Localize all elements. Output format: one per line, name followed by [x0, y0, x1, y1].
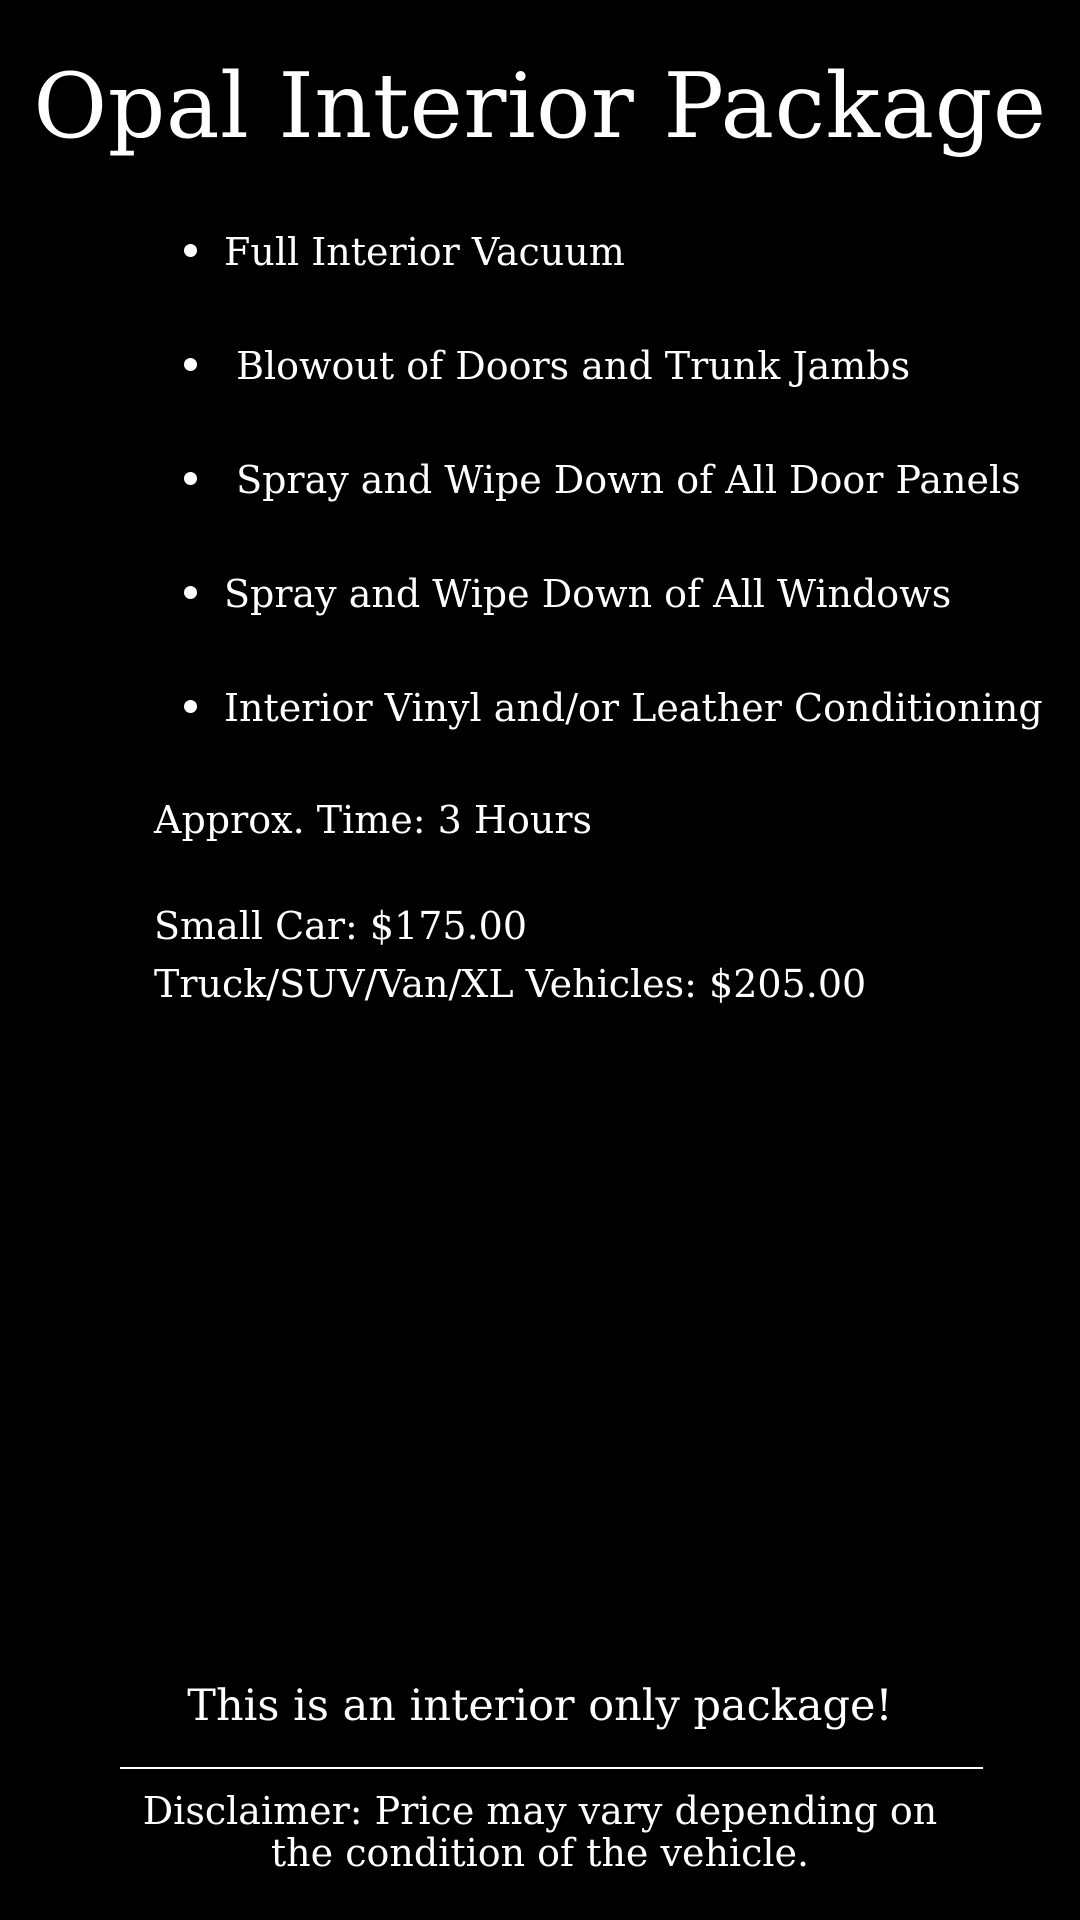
- approx-time: Approx. Time: 3 Hours: [154, 798, 593, 842]
- divider: [120, 1767, 983, 1769]
- large-vehicle-price: Truck/SUV/Van/XL Vehicles: $205.00: [154, 962, 867, 1006]
- small-car-price: Small Car: $175.00: [154, 904, 528, 948]
- bullet-icon: [184, 244, 197, 257]
- feature-text: Interior Vinyl and/or Leather Conditioning: [224, 686, 1043, 730]
- feature-text: Spray and Wipe Down of All Windows: [224, 572, 952, 616]
- bullet-icon: [184, 700, 197, 713]
- interior-only-note: This is an interior only package!: [187, 1681, 893, 1731]
- bullet-icon: [184, 586, 197, 599]
- feature-text: Full Interior Vacuum: [224, 230, 625, 274]
- feature-text: Blowout of Doors and Trunk Jambs: [224, 344, 911, 388]
- disclaimer: Disclaimer: Price may vary depending on the condition of the vehicle.: [142, 1789, 938, 1875]
- bullet-icon: [184, 472, 197, 485]
- bullet-icon: [184, 358, 197, 371]
- feature-text: Spray and Wipe Down of All Door Panels: [224, 458, 1021, 502]
- page-title: Opal Interior Package: [33, 54, 1047, 159]
